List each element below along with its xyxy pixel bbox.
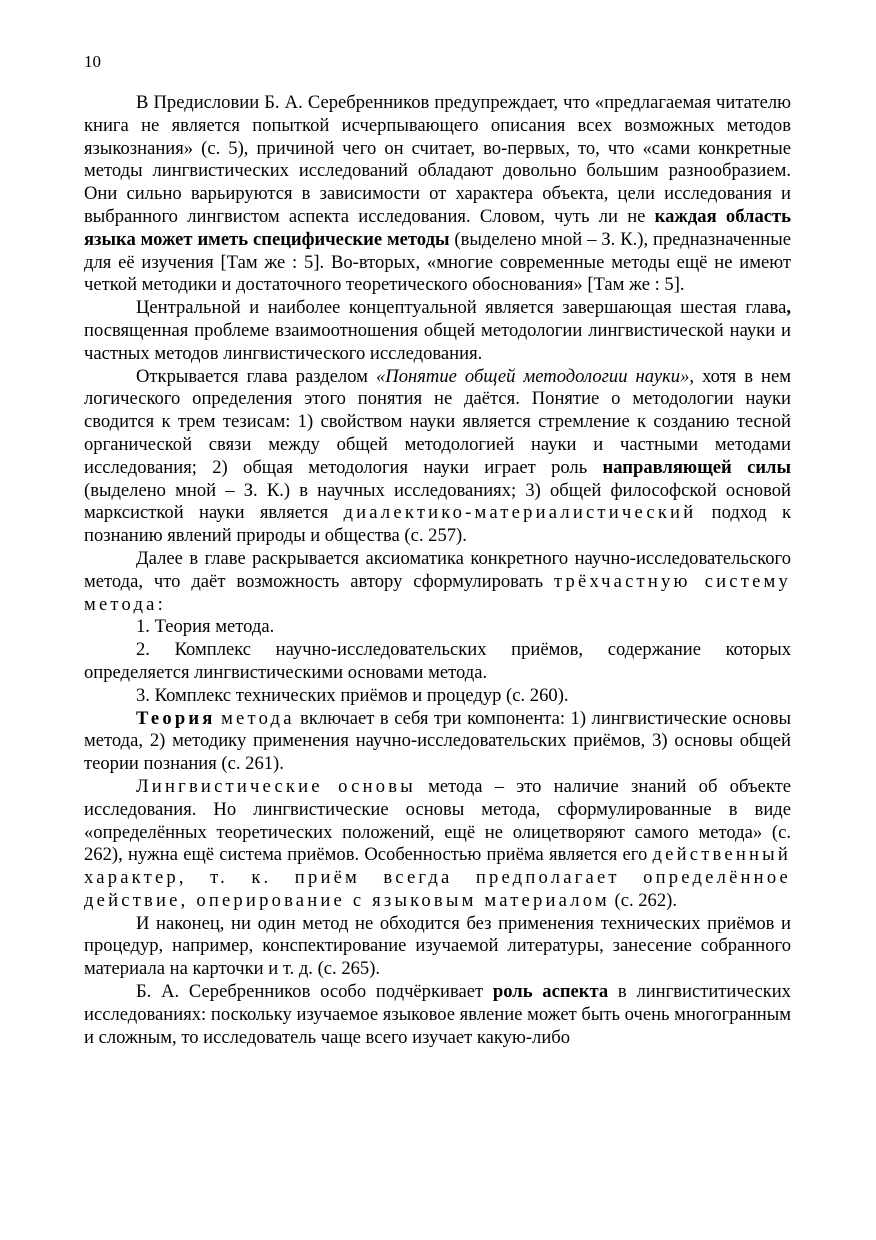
- text-segment: «Понятие общей методологии науки»,: [376, 365, 695, 387]
- paragraph: [84, 685, 791, 708]
- text-segment: каждая область языка может иметь специфические методы: [84, 205, 791, 250]
- text-segment: диалектико-материалистический: [343, 502, 697, 524]
- text-segment: Центральной и наиболее концептуальной является завершающая шестая глава: [136, 297, 787, 319]
- text-segment: направляющей силы: [602, 456, 792, 478]
- text-segment: И наконец, ни один метод не обходится без применения технических приёмов и процедур, например, конспектирование изучаемой литературы, занесение собранного материала на карточки и т. д. (с. 265).: [84, 912, 791, 980]
- text-segment: Б. А. Серебренников особо подчёркивает: [136, 981, 493, 1003]
- text-segment: Далее в главе раскрывается аксиоматика конкретного научно-исследовательского метода, что даёт возможность автору сформулировать: [84, 547, 791, 592]
- paragraph: [84, 366, 791, 548]
- paragraph: [84, 297, 791, 365]
- text-segment: в лингвиститических исследованиях: поскольку изучаемое языковое явление может быть очень многогранным и сложным, то исследователь чаще всего изучает какую-либо: [84, 981, 791, 1048]
- paragraph: [84, 548, 791, 616]
- text-segment: действенный характер, т. к. приём всегда предполагает определённое действие, оперирование с языковым материалом: [84, 844, 791, 911]
- body-text: [84, 92, 791, 1049]
- paragraph: [84, 981, 791, 1049]
- text-segment: хотя в нем логического определения этого понятия не даётся. Понятие о методологии науки сводится к трем тезисам: 1) свойством науки является стремление к созданию тесной органической связи между общей методологией науки и частными методами исследования; 2) общая методология науки играет роль: [84, 365, 791, 478]
- text-segment: (выделено мной – З. К.) в научных исследованиях; 3) общей философской основой марксисткой науки является: [84, 479, 791, 524]
- text-segment: трёхчастную систему метода:: [84, 570, 791, 615]
- text-segment: 3. Комплекс технических приёмов и процедур (с. 260).: [136, 684, 569, 706]
- paragraph: [84, 639, 791, 685]
- text-segment: В Предисловии Б. А. Серебренников предупреждает, что «предлагаемая читателю книга не является попыткой исчерпывающего описания всех возможных методов языкознания» (с. 5), причиной чего он считает, во-первых, то, что «сами конкретные методы лингвистических исследований обладают довольно большим разнообразием. Они сильно варьируются в зависимости от характера объекта, цели исследования и выбранного лингвистом аспекта исследования. Словом, чуть ли не: [84, 92, 791, 227]
- text-segment: метода – это наличие знаний об объекте исследования. Но лингвистические основы метода, сформулированные в виде «определённых теоретических положений, ещё не олицетворяют самого метода» (с. 262), нужна ещё система приёмов. Особенностью приёма является его: [84, 775, 791, 866]
- text-segment: метода: [221, 707, 295, 729]
- paragraph: [84, 776, 791, 913]
- text-segment: Открывается глава разделом: [136, 365, 376, 387]
- text-segment: 2. Комплекс научно-исследовательских приёмов, содержание которых определяется лингвистическими основами метода.: [84, 639, 791, 683]
- text-segment: роль аспекта: [492, 981, 609, 1003]
- paragraph: [84, 708, 791, 776]
- paragraph: [84, 92, 791, 297]
- text-segment: (с. 262).: [609, 889, 677, 911]
- text-segment: Лингвистические основы: [136, 775, 416, 797]
- paragraph: [84, 913, 791, 981]
- text-segment: (выделено мной – З. К.), предназначенные для её изучения [Там же : 5]. Во-вторых, «многие современные методы ещё не имеют четкой методики и достаточного теоретического обоснования» [Там же : 5].: [84, 228, 791, 296]
- text-segment: посвященная проблеме взаимоотношения общей методологии лингвистической науки и частных методов лингвистического исследования.: [84, 319, 791, 364]
- text-segment: ,: [786, 297, 791, 319]
- paragraph: [84, 616, 791, 639]
- text-segment: Теория: [136, 707, 216, 729]
- text-segment: включает в себя три компонента: 1) лингвистические основы метода, 2) методику применения научно-исследовательских приёмов, 3) основы общей теории познания (с. 261).: [84, 707, 791, 775]
- page-number: 10: [84, 52, 101, 71]
- text-segment: 1. Теория метода.: [136, 616, 275, 638]
- text-segment: подход к познанию явлений природы и общества (с. 257).: [84, 502, 791, 547]
